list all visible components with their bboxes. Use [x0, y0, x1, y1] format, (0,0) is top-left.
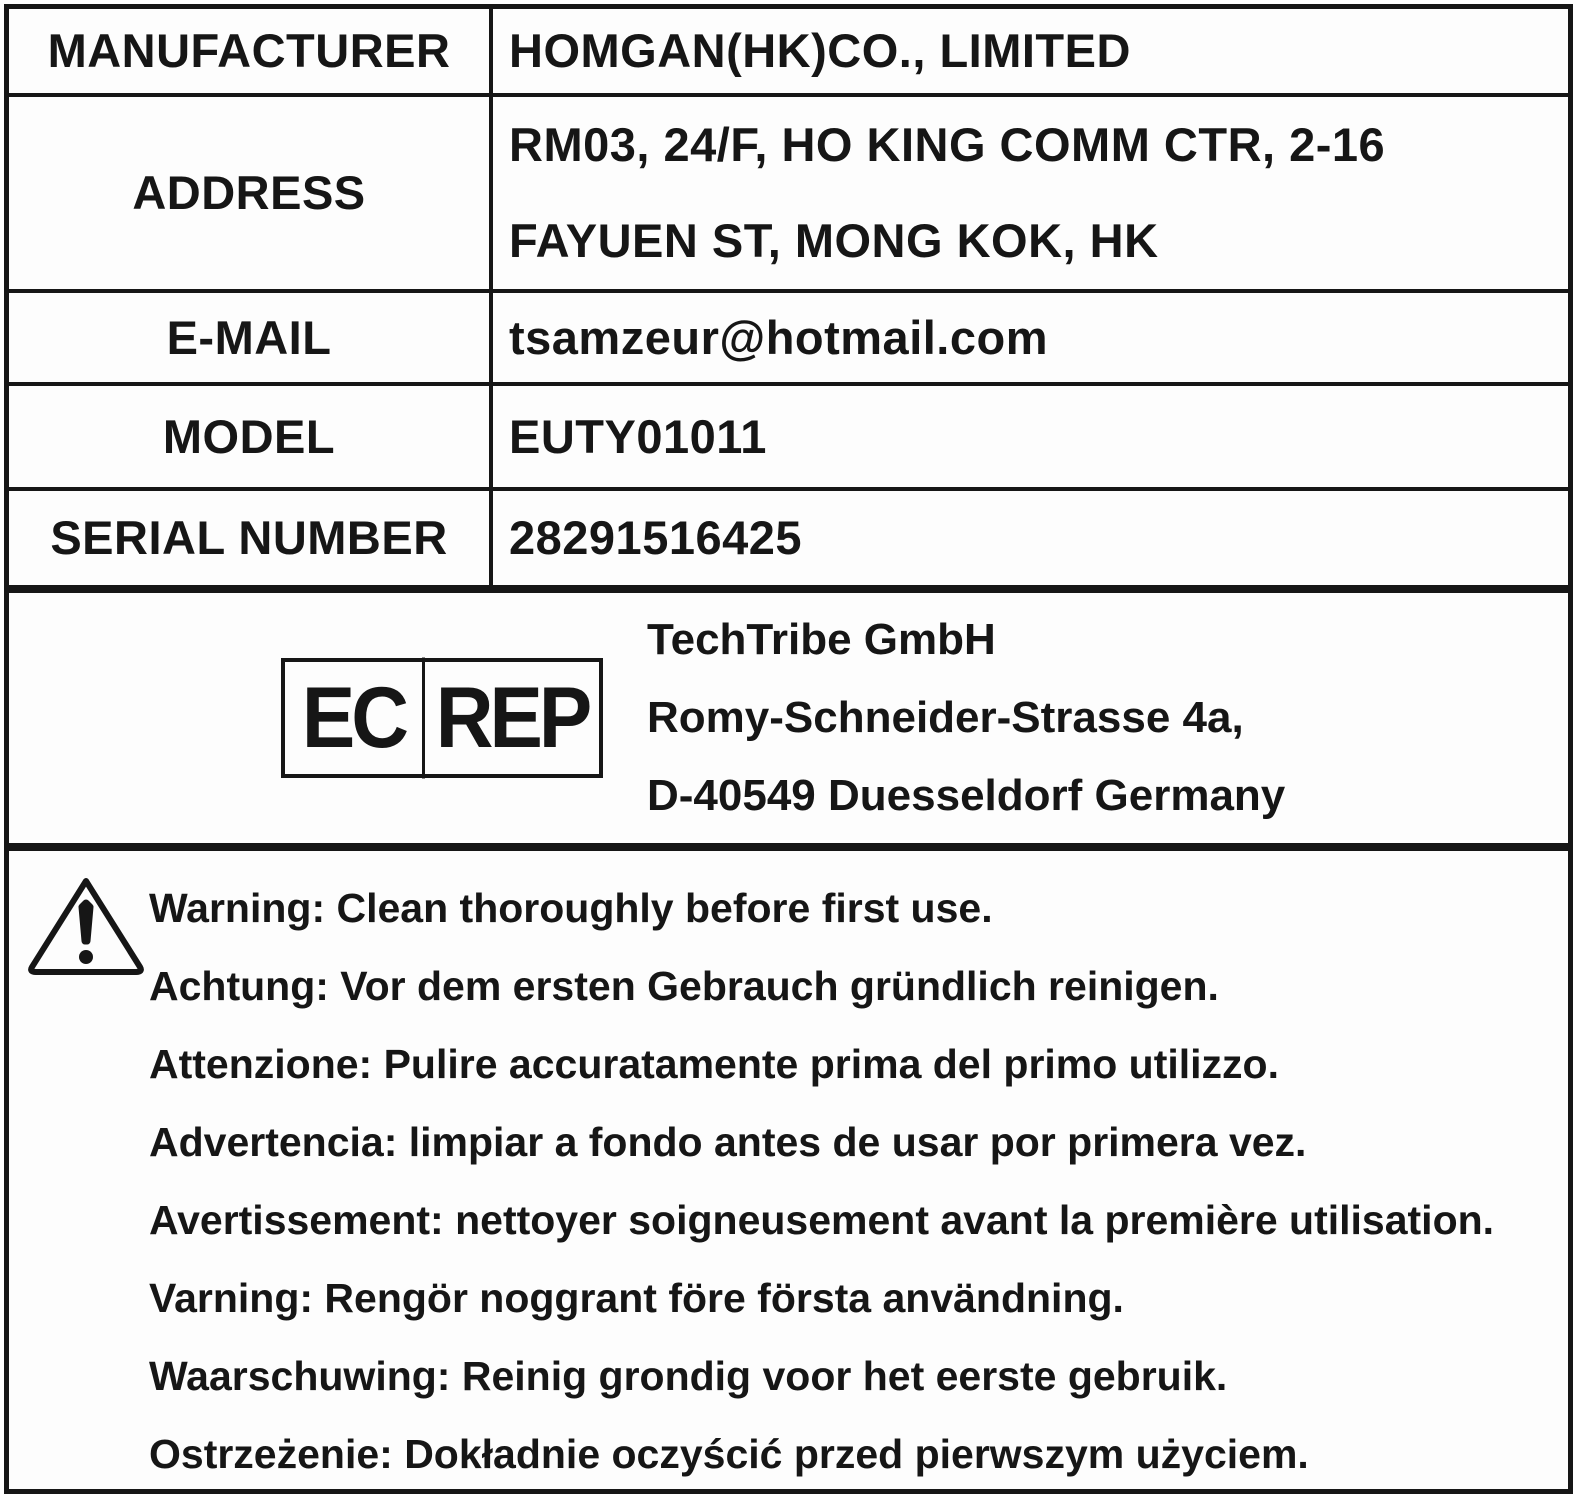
- warning-line-nl: Waarschuwing: Reinig grondig voor het eerste gebruik.: [149, 1353, 1228, 1399]
- email-value-cell: [493, 293, 1568, 382]
- address-value-cell: [493, 97, 1568, 289]
- table-row-address: [9, 97, 1568, 293]
- ec-rep-address-block: [647, 601, 1285, 835]
- warning-line-de: Achtung: Vor dem ersten Gebrauch gründlich reinigen.: [149, 963, 1219, 1009]
- serial-number-label-cell: [9, 491, 493, 585]
- warning-line-fr: Avertissement: nettoyer soigneusement avant la première utilisation.: [149, 1197, 1495, 1243]
- warning-triangle-icon: [23, 875, 149, 977]
- device-label: [4, 4, 1573, 1494]
- warning-line-pl: Ostrzeżenie: Dokładnie oczyścić przed pierwszym użyciem.: [149, 1431, 1309, 1477]
- email-label-cell: [9, 293, 493, 382]
- model-value-cell: [493, 386, 1568, 487]
- ec-rep-city: D-40549 Duesseldorf Germany: [647, 771, 1286, 820]
- warning-line-en: Warning: Clean thoroughly before first use.: [149, 885, 993, 931]
- warning-line-it: Attenzione: Pulire accuratamente prima del primo utilizzo.: [149, 1041, 1279, 1087]
- address-label-cell: [9, 97, 493, 289]
- ec-rep-icon-ec-cell: EC: [285, 658, 425, 779]
- table-row-model: [9, 386, 1568, 491]
- warning-line-sv: Varning: Rengör noggrant före första användning.: [149, 1275, 1124, 1321]
- ec-rep-company: TechTribe GmbH: [647, 615, 996, 664]
- email-label: E-MAIL: [166, 310, 332, 364]
- warning-section: [9, 847, 1568, 1493]
- table-row-manufacturer: [9, 9, 1568, 97]
- email-value: tsamzeur@hotmail.com: [509, 310, 1049, 364]
- table-row-email: [9, 293, 1568, 386]
- warning-text-block: [149, 869, 1558, 1493]
- manufacturer-label: MANUFACTURER: [47, 24, 451, 78]
- serial-number-value: 28291516425: [509, 511, 803, 565]
- address-value-line-1: RM03, 24/F, HO KING COMM CTR, 2-16: [509, 118, 1386, 172]
- warning-line-es: Advertencia: limpiar a fondo antes de usar por primera vez.: [149, 1119, 1307, 1165]
- model-label-cell: [9, 386, 493, 487]
- ec-rep-icon-rep-cell: REP: [435, 669, 589, 766]
- serial-number-value-cell: [493, 491, 1568, 585]
- manufacturer-value-cell: [493, 9, 1568, 93]
- ec-rep-icon: [281, 658, 603, 778]
- table-row-serial-number: [9, 491, 1568, 589]
- manufacturer-label-cell: [9, 9, 493, 93]
- address-label: ADDRESS: [132, 166, 366, 220]
- serial-number-label: SERIAL NUMBER: [50, 511, 448, 565]
- model-label: MODEL: [162, 409, 336, 463]
- manufacturer-value: HOMGAN(HK)CO., LIMITED: [509, 24, 1131, 78]
- address-value-line-2: FAYUEN ST, MONG KOK, HK: [509, 214, 1159, 267]
- model-value: EUTY01011: [509, 409, 767, 463]
- ec-rep-street: Romy-Schneider-Strasse 4a,: [647, 693, 1244, 742]
- ec-rep-section: [9, 589, 1568, 847]
